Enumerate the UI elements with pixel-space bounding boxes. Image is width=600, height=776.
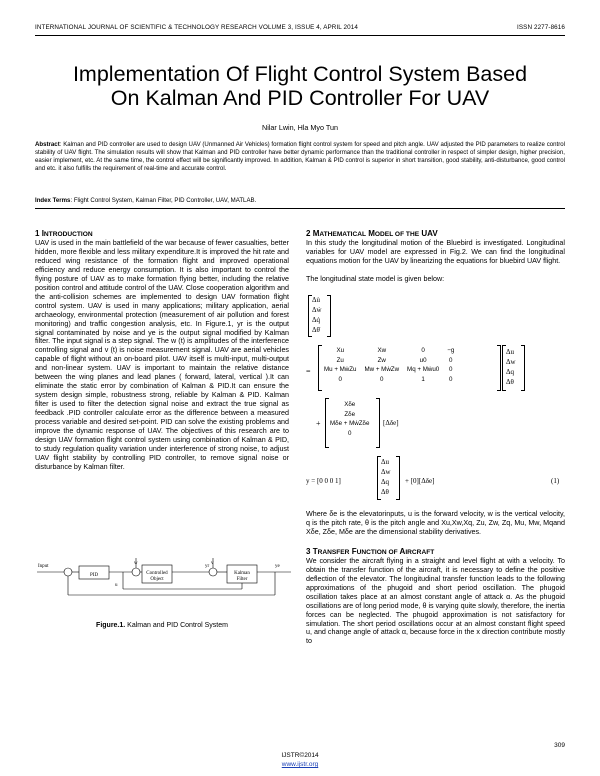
output-feedthrough: + [0][Δδe] <box>405 477 435 485</box>
abstract-label: Abstract <box>35 141 60 148</box>
title-line-1: Implementation Of Flight Control System Based <box>72 62 528 86</box>
yr-label: yr <box>205 564 210 569</box>
sum-junction-1 <box>64 568 72 576</box>
abstract-rule <box>35 208 565 209</box>
a-matrix: Xu Xw 0 −g Zu Zw u0 0 Mu + MẇZu Mw + MẇZw Mq + Mẇu0 0 0 0 1 0 <box>324 347 455 383</box>
abstract <box>35 141 565 173</box>
bracket <box>497 345 501 391</box>
object-label-2: Object <box>150 577 164 582</box>
plus-sign: + <box>316 419 321 428</box>
u-label: u <box>115 583 118 588</box>
section-3-heading: 3 TRANSFER FUNCTION OF AIRCRAFT <box>306 546 435 556</box>
elevator-input: [Δδe] <box>383 419 399 427</box>
sum-junction-2 <box>132 568 140 576</box>
section-2 <box>306 229 565 284</box>
header-rule <box>35 35 565 36</box>
index-terms <box>35 197 565 205</box>
footer-url-wrap <box>0 761 600 768</box>
b-matrix: Xδe Zδe Mδe + MẇZδe 0 <box>330 401 370 437</box>
equals-sign: = <box>306 367 311 376</box>
footer-url-link[interactable]: www.ijstr.org <box>281 761 319 768</box>
section-2-explanation: Where δe is the elevatorinputs, u is the forward velocity, w is the vertical velocity, q is the pitch rate, θ is the pitch angle and Xu,Xw,Xq, Zu, Zw, Zq, Mu, Mw, Mqand Xδe, Zδe, Mδe are the dimensional stability derivatives. 3 TRANSFER FUNCTION OF AIRCRAFT We consider the aircraft flying in a straight and level flight at with a velocity. To obtain the transfer function of the aircraft, it is necessary to define the positive deflection of the elevator. The longitudinal transfer function leads to the following approximations of the phugoid and short period oscillation. The phugoid oscillation takes place at an almost constant angle of attack α. As the phugoid oscillations are of long period mode, θ is varying quite slowly, therefore, the inertia forces can be neglected. The phugoid approximation is not satisfactory for simulation. The short period oscillations occur at an almost constant flight speed u, and change angle of attack α, because force in the x direction contribute mostly to <box>306 510 565 646</box>
w-label: w <box>134 561 138 566</box>
pid-label: PID <box>90 573 99 578</box>
v-label: v <box>211 561 214 566</box>
input-label: Input <box>38 564 49 569</box>
index-label: Index Terms <box>35 197 71 204</box>
paper-title <box>20 62 580 110</box>
journal-name: INTERNATIONAL JOURNAL OF SCIENTIFIC & TECHNOLOGY RESEARCH VOLUME 3, ISSUE 4, APRIL 2014 <box>35 24 358 31</box>
left-column <box>35 229 289 472</box>
authors: Nilar Lwin, Hla Myo Tun <box>262 123 338 132</box>
figure-1-caption: Figure.1. Kalman and PID Control System <box>96 622 228 629</box>
bracket <box>521 345 525 391</box>
kalman-label-2: Filter <box>236 577 248 582</box>
section-2-body: In this study the longitudinal motion of the Bluebird is investigated. Longitudinal variables for UAV model are expressed in Fig.2. We can find the longitudinal equations motion for the UAV by linearizing the equations for bluebird UAV flight. <box>306 239 565 265</box>
output-state-vector: Δu Δw Δq Δθ <box>381 458 391 496</box>
state-vector: Δu Δw Δq Δθ <box>506 348 516 386</box>
bracket <box>396 456 400 500</box>
kalman-label-1: Kalman <box>234 571 250 576</box>
bracket <box>376 398 380 448</box>
footer-code: IJSTR©2014 <box>281 752 319 759</box>
issn: ISSN 2277-8616 <box>517 24 565 31</box>
object-label-1: Controlled <box>146 571 168 576</box>
state-model-intro: The longitudinal state model is given below: <box>306 274 445 283</box>
journal-header <box>35 24 565 34</box>
figure-1-diagram <box>35 555 295 600</box>
output-equation: y = [0 0 0 1] <box>306 477 341 485</box>
section-1-body: UAV is used in the main battlefield of the war because of fewer casualties, better hidden, more flexible and less military expenditure.It is improved the hit rate and reduced wing resistance of the formation flight and improved operational efficiency and reduce energy consumption. It is also important to control the flying posture of UAV as to make formation flying better, including the relative position control and attitude control of the UAV. Close cooperation algorithm and the anti-collision schemes are implemented to design UAV formation flight control system. UAV is used in many applications; military application, aerial archaeology, environmental protection (measurement of air pollution and forest monitoring) and traffic congestion analysis, etc. In Figure.1, yr is the output signal contaminated by noise and ye is the output signal modified by Kalman filter. The input signal is a step signal. The w (t) is amplitudes of the interference controlling signal and v (t) is noise measurement signal. UAV are aerial vehicles capable of flight without an on-board pilot. UAV itself is multi-input, multi-output and non-linear system. UAV is important to maintain the relative distance between the wing planes and lead planes ( forward, lateral, vertical ).It can eliminate the static error by combination of Kalman & PID.It can ensure the system design simple, robustness strong, reliable by Kalman & PID. Kalman filter is used to filter the detection signal noise and extract the true signal as feedback .PID controller calculate error as the difference between a measured process variable and desired set-point. PID can solve the existing problems and improve the dynamic response of UAV. The objectives of this research are to design UAV formation flight control system using combination of Kalman & PID, to study regulation quality variation under interference of strong noise, to adjust UAV flight stability by controlling PID controller, to remove signal noise or disturbance by Kalman filter. <box>35 239 289 471</box>
state-derivative-vector: Δu̇ Δẇ Δq̇ Δθ̇ <box>312 296 322 334</box>
sum-junction-3 <box>209 568 217 576</box>
title-line-2: On Kalman And PID Controller For UAV <box>110 86 490 110</box>
section-2-heading: 2 MATHEMATICAL MODEL OF THE UAV <box>306 229 438 238</box>
section-3-body: We consider the aircraft flying in a straight and level flight at with a velocity. To obtain the transfer function of the aircraft, it is necessary to define the positive deflection of the elevator. The longitudinal transfer function leads to the following approximations of the phugoid and short period oscillation. The phugoid oscillation takes place at an almost constant angle of attack α. As the phugoid oscillations are of long period mode, θ is varying quite slowly, therefore, the inertia forces can be neglected. The phugoid approximation is not satisfactory for simulation. The short period oscillations occur at an almost constant flight speed u, and change angle of attack α, because force in the x direction contribute mostly to <box>306 556 565 646</box>
section-1-heading: 1 INTRODUCTION <box>35 229 93 238</box>
ye-label: ye <box>275 564 280 569</box>
abstract-text: : Kalman and PID controller are used to design UAV (Unmanned Air Vehicles) formation flight control system for speed and pitch angle. UAV adjusted the PID parameters to realize control stability of UAV flight. The simulation results will show that Kalman and PID controller have better dynamic performance than the traditional controller in respect of simpler design, higher precision, easier implement, etc. At the same time, the control effect will be significantly improved. In addition, Kalman & PID control is superior in short transition, good stability, anti-disturbance, good control and etc. it also fulfills the requirement of real-time and accurate control. <box>35 141 565 172</box>
bracket <box>327 295 331 337</box>
equation-number: (1) <box>551 477 560 485</box>
page-number: 309 <box>554 742 565 749</box>
index-text: : Flight Control System, Kalman Filter, PID Controller, UAV, MATLAB. <box>70 197 257 204</box>
